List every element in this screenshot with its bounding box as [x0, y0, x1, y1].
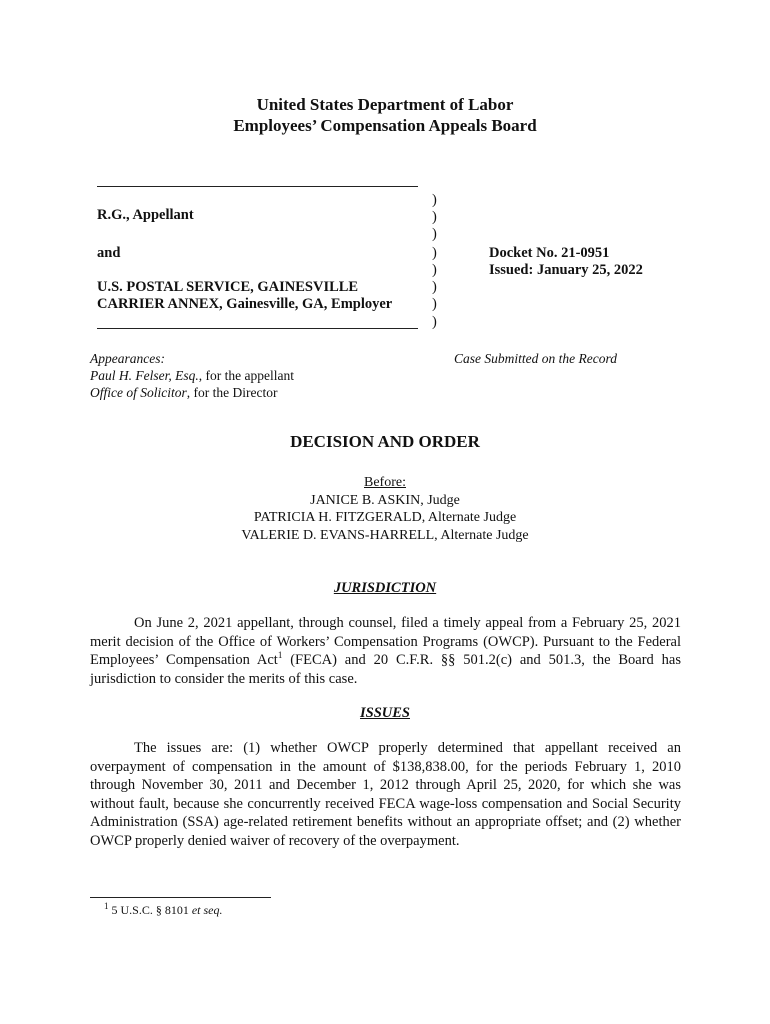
appellant-counsel-name: Paul H. Felser, Esq.	[90, 368, 199, 383]
caption-bottom-rule	[97, 328, 418, 329]
issues-paragraph	[90, 739, 681, 850]
caption-top-rule	[97, 186, 418, 187]
board-title: Employees’ Compensation Appeals Board	[233, 116, 537, 135]
judge-1: JANICE B. ASKIN, Judge	[310, 492, 460, 508]
caption-paren: )	[432, 314, 437, 330]
issues-heading: ISSUES	[360, 705, 410, 721]
agency-title: United States Department of Labor	[256, 95, 514, 114]
issues-text: The issues are: (1) whether OWCP properly determined that appellant received an overpayment of compensation in the amount of $138,838.00, for the periods February 1, 2010 through November 30, 2011 and December 1, 2012 through April 25, 2020, for which she was without fault, because she concurrently received FECA wage-loss compensation and Social Security Administration (SSA) age-related retirement benefits without an appropriate offset; and (2) whether OWCP properly denied waiver of recovery of the overpayment.	[90, 740, 681, 849]
caption-paren: )	[432, 192, 437, 208]
footnote	[104, 903, 223, 918]
judge-2: PATRICIA H. FITZGERALD, Alternate Judge	[253, 510, 517, 525]
footnote-ref: 1	[277, 650, 283, 661]
employer-line-2: CARRIER ANNEX, Gainesville, GA, Employer	[97, 296, 393, 312]
director-counsel-name: Office of Solicitor	[90, 385, 187, 400]
appellant-counsel-role: , for the appellant	[198, 368, 294, 383]
footnote-number: 1	[104, 901, 109, 911]
judge-3: VALERIE D. EVANS-HARRELL, Alternate Judge	[241, 527, 529, 543]
caption-paren: )	[432, 262, 437, 278]
footnote-text: 5 U.S.C. § 8101	[108, 903, 192, 917]
footnote-italic: et seq.	[191, 903, 223, 917]
jurisdiction-text-a: On June 2, 2021 appellant, through counsel, filed a timely appeal from a February 25, 2021 merit decision of the Office of Workers’ Compensation Programs (OWCP). Pursuant to the Federal Employees’ Compensation Act	[90, 615, 681, 668]
docket-number: Docket No. 21-0951	[489, 245, 610, 261]
caption-and: and	[97, 245, 121, 261]
director-counsel-role: , for the Director	[186, 385, 278, 400]
employer-line-1: U.S. POSTAL SERVICE, GAINESVILLE	[97, 279, 359, 295]
director-counsel	[90, 384, 294, 401]
jurisdiction-heading: JURISDICTION	[333, 580, 437, 596]
submitted-on-record: Case Submitted on the Record	[454, 351, 617, 366]
appearances-block	[90, 350, 294, 401]
judges-block	[0, 474, 770, 544]
caption-paren: )	[432, 209, 437, 225]
jurisdiction-paragraph	[90, 614, 681, 688]
before-label: Before:	[364, 475, 406, 490]
caption-paren: )	[432, 296, 437, 312]
appearances-label: Appearances:	[90, 351, 165, 366]
appellant-counsel	[90, 367, 294, 384]
caption-paren: )	[432, 226, 437, 242]
appellant-name: R.G., Appellant	[97, 207, 194, 223]
caption-paren: )	[432, 279, 437, 295]
jurisdiction-text-b: (FECA) and 20 C.F.R. §§ 501.2(c) and 501.3, the Board has jurisdiction to consider the merits of this case.	[90, 652, 681, 687]
issued-date: Issued: January 25, 2022	[489, 262, 643, 278]
decision-title: DECISION AND ORDER	[290, 432, 480, 451]
caption-paren: )	[432, 245, 437, 261]
footnote-rule	[90, 897, 271, 898]
